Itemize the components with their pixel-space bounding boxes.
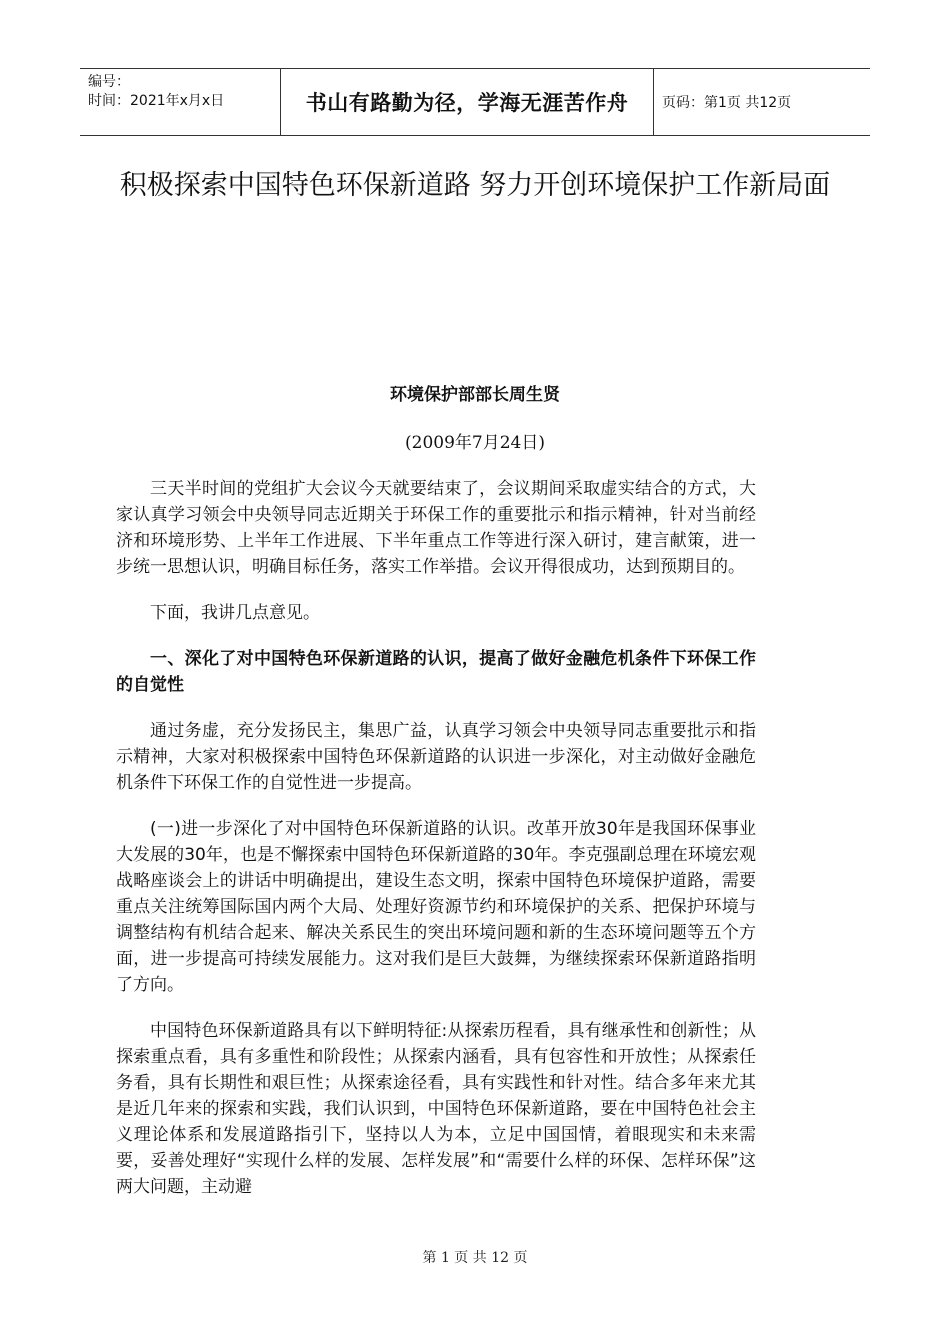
header-meta — [80, 69, 280, 135]
document-date: (2009年7月24日) — [405, 433, 545, 453]
document-author: 环境保护部部长周生贤 — [390, 385, 560, 405]
number-label: 编号： — [88, 74, 130, 90]
document-body — [116, 476, 756, 1220]
paragraph: (一)进一步深化了对中国特色环保新道路的认识。改革开放30年是我国环保事业大发展的30年，也是不懈探索中国特色环保新道路的30年。李克强副总理在环境宏观战略座谈会上的讲话中明确提出，建设生态文明，探索中国特色环境保护道路，需要重点关注统筹国际国内两个大局、处理好资源节约和环境保护的关系、把保护环境与调整结构有机结合起来、解决关系民生的突出环境问题和新的生态环境问题等五个方面，进一步提高可持续发展能力。这对我们是巨大鼓舞，为继续探索环保新道路指明了方向。 — [116, 819, 756, 995]
paragraph: 三天半时间的党组扩大会议今天就要结束了，会议期间采取虚实结合的方式，大家认真学习领会中央领导同志近期关于环保工作的重要批示和指示精神，针对当前经济和环境形势、上半年工作进展、下半年重点工作等进行深入研讨，建言献策，进一步统一思想认识，明确目标任务，落实工作举措。会议开得很成功，达到预期目的。 — [116, 479, 756, 577]
paragraph: 中国特色环保新道路具有以下鲜明特征:从探索历程看，具有继承性和创新性；从探索重点看，具有多重性和阶段性；从探索内涵看，具有包容性和开放性；从探索任务看，具有长期性和艰巨性；从探索途径看，具有实践性和针对性。结合多年来尤其是近几年来的探索和实践，我们认识到，中国特色环保新道路，要在中国特色社会主义理论体系和发展道路指引下，坚持以人为本，立足中国国情，着眼现实和未来需要，妥善处理好“实现什么样的发展、怎样发展”和“需要什么样的环保、怎样环保”这两大问题，主动避 — [116, 1021, 756, 1197]
document-header — [80, 68, 870, 136]
paragraph: 下面，我讲几点意见。 — [150, 603, 320, 623]
paragraph: 通过务虚，充分发扬民主，集思广益，认真学习领会中央领导同志重要批示和指示精神，大家对积极探索中国特色环保新道路的认识进一步深化，对主动做好金融危机条件下环保工作的自觉性进一步提高。 — [116, 721, 756, 793]
page-footer: 第 1 页 共 12 页 — [422, 1250, 528, 1266]
header-motto: 书山有路勤为径，学海无涯苦作舟 — [280, 69, 654, 135]
time-label: 时间：2021年x月x日 — [88, 93, 225, 109]
document-title: 积极探索中国特色环保新道路 努力开创环境保护工作新局面 — [119, 170, 831, 201]
header-page-info: 页码：第1页 共12页 — [662, 95, 792, 111]
section-heading: 一、深化了对中国特色环保新道路的认识，提高了做好金融危机条件下环保工作的自觉性 — [116, 649, 756, 695]
